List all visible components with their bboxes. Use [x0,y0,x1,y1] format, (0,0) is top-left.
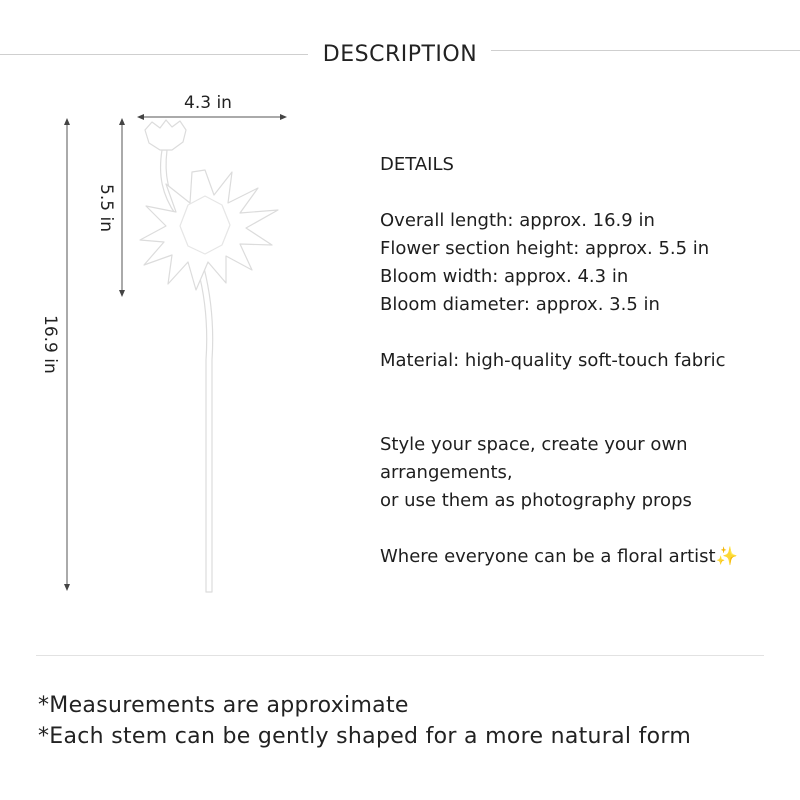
detail-bloom-diameter: Bloom diameter: approx. 3.5 in [380,294,660,315]
notes-block [38,690,691,752]
spacer [380,375,790,403]
spacer [380,179,790,207]
style-line-1: Style your space, create your own [380,434,688,455]
flower-section-height-label: 5.5 in [96,184,116,232]
style-line-2: arrangements, [380,462,513,483]
detail-material: Material: high-quality soft-touch fabric [380,350,726,371]
detail-bloom-width: Bloom width: approx. 4.3 in [380,266,629,287]
style-line-3: or use them as photography props [380,490,692,511]
tagline [380,543,790,571]
flower-illustration [140,120,278,592]
details-heading: DETAILS [380,154,454,175]
sparkle-icon: ✨ [715,546,739,567]
spacer [380,515,790,543]
spacer [380,319,790,347]
spacer [380,403,790,431]
section-divider [36,655,764,656]
tagline-text: Where everyone can be a floral artist [380,546,716,567]
bloom-width-label: 4.3 in [184,93,232,113]
note-measurements: *Measurements are approximate [38,693,409,718]
overall-length-label: 16.9 in [40,315,60,374]
detail-overall-length: Overall length: approx. 16.9 in [380,210,655,231]
page-title-text: DESCRIPTION [309,42,491,67]
details-block [380,151,790,571]
note-shaping: *Each stem can be gently shaped for a more natural form [38,724,692,749]
detail-flower-section-height: Flower section height: approx. 5.5 in [380,238,710,259]
